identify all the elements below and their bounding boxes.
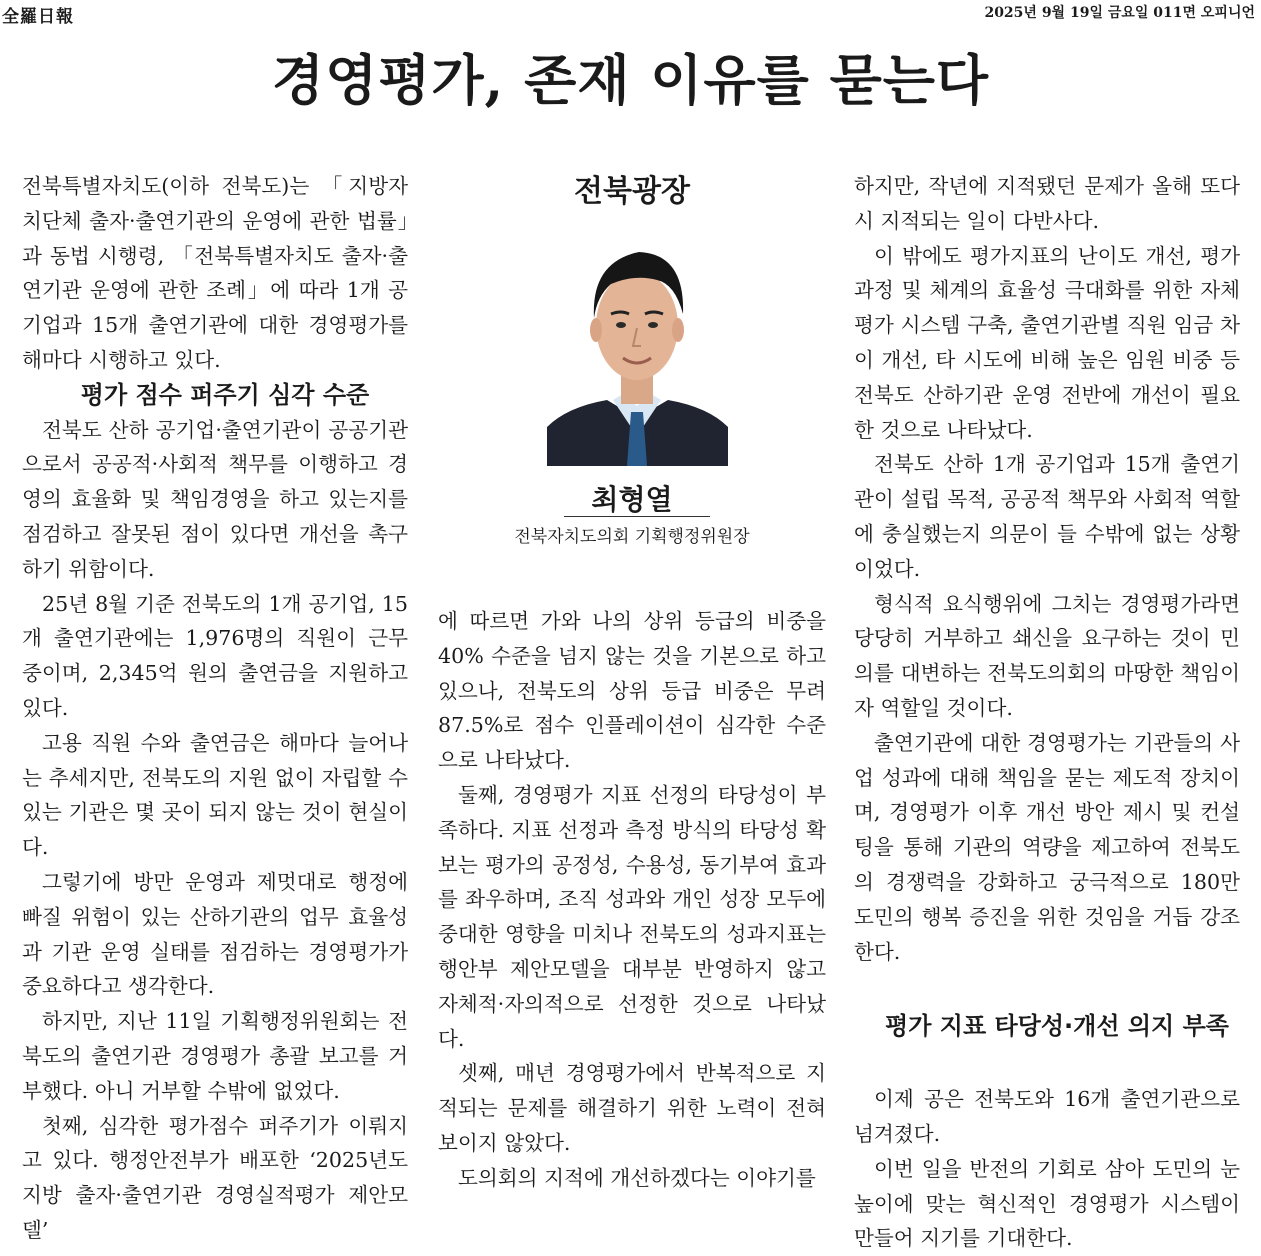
article-paragraph: 하지만, 지난 11일 기획행정위원회는 전북도의 출연기관 경영평가 총괄 보고를 거부했다. 아니 거부할 수밖에 없었다.	[22, 1009, 408, 1103]
divider	[564, 516, 710, 517]
article-paragraph: 둘째, 경영평가 지표 선정의 타당성이 부족하다. 지표 선정과 측정 방식의 타당성 확보는 평가의 공정성, 수용성, 동기부여 효과를 좌우하며, 조직 성과와 개인 성장 모두에 중대한 영향을 미치나 전북도의 성과지표는 행안부 제안모델을 대부분 반영하지 않고 자체적·자의적으로 선정한 것으로 나타났다.	[438, 782, 826, 1051]
article-paragraph: 25년 8월 기준 전북도의 1개 공기업, 15개 출연기관에는 1,976명의 직원이 근무 중이며, 2,345억 원의 출연금을 지원하고 있다.	[22, 591, 408, 720]
article-paragraph: 이제 공은 전북도와 16개 출연기관으로 넘겨졌다.	[854, 1087, 1240, 1146]
article-paragraph: 셋째, 매년 경영평가에서 반복적으로 지적되는 문제를 해결하기 위한 노력이 전혀 보이지 않았다.	[438, 1061, 826, 1155]
article-paragraph: 전북도 산하 공기업·출연기관이 공공기관으로서 공공적·사회적 책무를 이행하고 경영의 효율화 및 책임경영을 하고 있는지를 점검하고 잘못된 점이 있다면 개선을 촉구하기 위함이다.	[22, 417, 408, 581]
masthead-logo: 全羅日報	[2, 7, 74, 27]
article-paragraph: 이 밖에도 평가지표의 난이도 개선, 평가 과정 및 체계의 효율성 극대화를 위한 자체 평가 시스템 구축, 출연기관별 직원 임금 차이 개선, 타 시도에 비해 높은 임원 비중 등 전북도 산하기관 운영 전반에 개선이 필요한 것으로 나타났다.	[854, 243, 1240, 442]
headline: 경영평가, 존재 이유를 묻는다	[271, 48, 990, 112]
article-paragraph: 이번 일을 반전의 기회로 삼아 도민의 눈높이에 맞는 혁신적인 경영평가 시스템이 만들어 지기를 기대한다.	[854, 1156, 1240, 1251]
author-portrait	[547, 222, 728, 466]
article-paragraph: 하지만, 작년에 지적됐던 문제가 올해 또다시 지적되는 일이 다반사다.	[854, 174, 1240, 233]
section-subhead: 평가 점수 퍼주기 심각 수준	[80, 380, 370, 409]
article-column-left	[22, 169, 408, 1248]
article-paragraph: 고용 직원 수와 출연금은 해마다 늘어나는 추세지만, 전북도의 지원 없이 자립할 수 있는 기관은 몇 곳이 되지 않는 것이 현실이다.	[22, 730, 408, 860]
article-paragraph: 그렇기에 방만 운영과 제멋대로 행정에 빠질 위험이 있는 산하기관의 업무 효율성과 기관 운영 실태를 점검하는 경영평가가 중요하다고 생각한다.	[22, 869, 408, 999]
article-paragraph: 도의회의 지적에 개선하겠다는 이야기를	[458, 1165, 816, 1190]
article-paragraph: 형식적 요식행위에 그치는 경영평가라면 당당히 거부하고 쇄신을 요구하는 것이 민의를 대변하는 전북도의회의 마땅한 책임이자 역할일 것이다.	[854, 591, 1240, 720]
section-subhead: 평가 지표 타당성·개선 의지 부족	[885, 1012, 1229, 1041]
article-paragraph: 출연기관에 대한 경영평가는 기관들의 사업 성과에 대해 책임을 묻는 제도적 장치이며, 경영평가 이후 개선 방안 제시 및 컨설팅을 통해 기관의 역량을 제고하여 전북도의 경쟁력을 강화하고 궁극적으로 180만 도민의 행복 증진을 위한 것임을 거듭 강조한다.	[854, 730, 1240, 964]
article-paragraph: 전북특별자치도(이하 전북도)는 「지방자치단체 출자·출연기관의 운영에 관한 법률」과 동법 시행령, 「전북특별자치도 출자·출연기관 운영에 관한 조례」에 따라 1개 공기업과 15개 출연기관에 대한 경영평가를 해마다 시행하고 있다.	[22, 174, 408, 372]
dateline: 2025년 9월 19일 금요일 011면 오피니언	[984, 5, 1255, 21]
author-title: 전북자치도의회 기획행정위원장	[514, 527, 750, 547]
author-name: 최형열	[591, 483, 673, 516]
article-paragraph: 에 따르면 가와 나의 상위 등급의 비중을 40% 수준을 넘지 않는 것을 기본으로 하고 있으나, 전북도의 상위 등급 비중은 무려 87.5%로 점수 인플레이션이 심각한 수준으로 나타났다.	[438, 609, 826, 773]
article-paragraph: 첫째, 심각한 평가점수 퍼주기가 이뤄지고 있다. 행정안전부가 배포한 ‘2025년도 지방 출자·출연기관 경영실적평가 제안모델’	[22, 1113, 408, 1242]
article-column-middle	[438, 604, 826, 1196]
column-section-label: 전북광장	[574, 174, 690, 209]
article-paragraph: 전북도 산하 1개 공기업과 15개 출연기관이 설립 목적, 공공적 책무와 사회적 역할에 충실했는지 의문이 들 수밖에 없는 상황이었다.	[854, 452, 1240, 581]
article-column-right	[854, 169, 1240, 1256]
